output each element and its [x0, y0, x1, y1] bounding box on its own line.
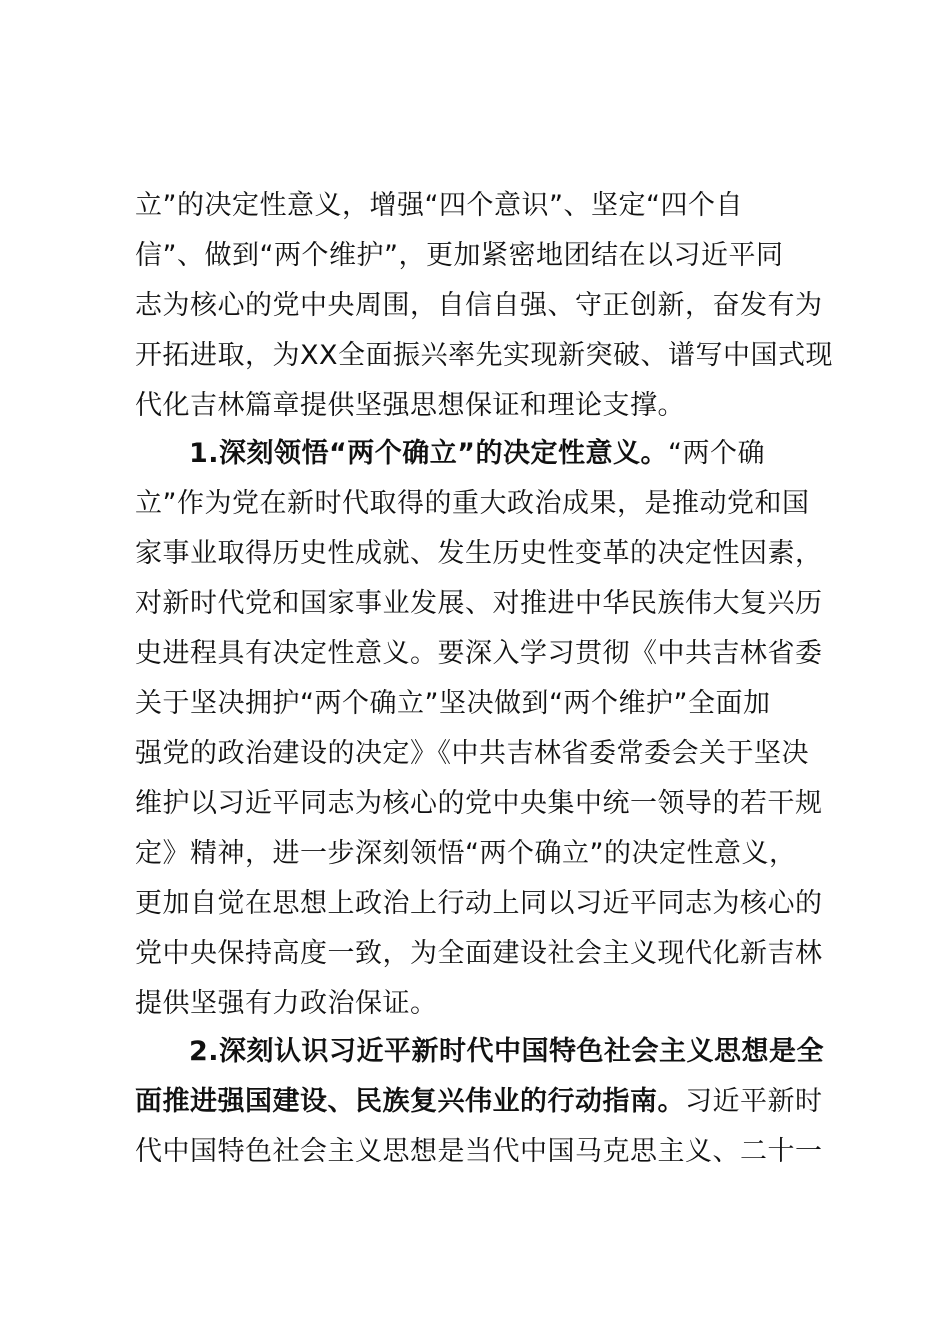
text-line: 立”作为党在新时代取得的重大政治成果，是推动党和国: [135, 488, 810, 519]
text-line: 信”、做到“两个维护”，更加紧密地团结在以习近平同: [135, 240, 784, 271]
text-line: 定》精神，进一步深刻领悟“两个确立”的决定性意义，: [135, 838, 797, 869]
text-line: 维护以习近平同志为核心的党中央集中统一领导的若干规: [135, 788, 823, 819]
text-line-heading-end: [135, 1077, 835, 1127]
paragraph-continuation: [135, 181, 835, 431]
section-heading: 1.深刻领悟“两个确立”的决定性意义。: [189, 438, 669, 469]
text-line-first: [135, 429, 835, 479]
text-line: 史进程具有决定性意义。要深入学习贯彻《中共吉林省委: [135, 638, 823, 669]
text-line: 关于坚决拥护“两个确立”坚决做到“两个维护”全面加: [135, 688, 771, 719]
heading-trailing-text: “两个确: [668, 438, 766, 469]
paragraph-section-2: [135, 1027, 835, 1177]
text-line: 党中央保持高度一致，为全面建设社会主义现代化新吉林: [135, 938, 823, 969]
paragraph-section-1: [135, 429, 835, 1029]
section-heading-line-2: 面推进强国建设、民族复兴伟业的行动指南。: [135, 1086, 685, 1117]
text-line: 提供坚强有力政治保证。: [135, 988, 438, 1019]
heading-trailing-text: 习近平新时: [685, 1086, 823, 1117]
section-heading-line-1: 2.深刻认识习近平新时代中国特色社会主义思想是全: [189, 1036, 825, 1067]
text-line: 开拓进取，为XX全面振兴率先实现新突破、谱写中国式现: [135, 340, 833, 371]
text-line: 家事业取得历史性成就、发生历史性变革的决定性因素，: [135, 538, 823, 569]
text-line: 更加自觉在思想上政治上行动上同以习近平同志为核心的: [135, 888, 823, 919]
text-line: 强党的政治建设的决定》《中共吉林省委常委会关于坚决: [135, 738, 809, 769]
text-line: 立”的决定性意义，增强“四个意识”、坚定“四个自: [135, 190, 743, 221]
text-line: 对新时代党和国家事业发展、对推进中华民族伟大复兴历: [135, 588, 823, 619]
text-line: 代化吉林篇章提供坚强思想保证和理论支撑。: [135, 390, 685, 421]
text-line: 代中国特色社会主义思想是当代中国马克思主义、二十一: [135, 1136, 823, 1167]
text-line: 志为核心的党中央周围，自信自强、守正创新，奋发有为: [135, 290, 823, 321]
